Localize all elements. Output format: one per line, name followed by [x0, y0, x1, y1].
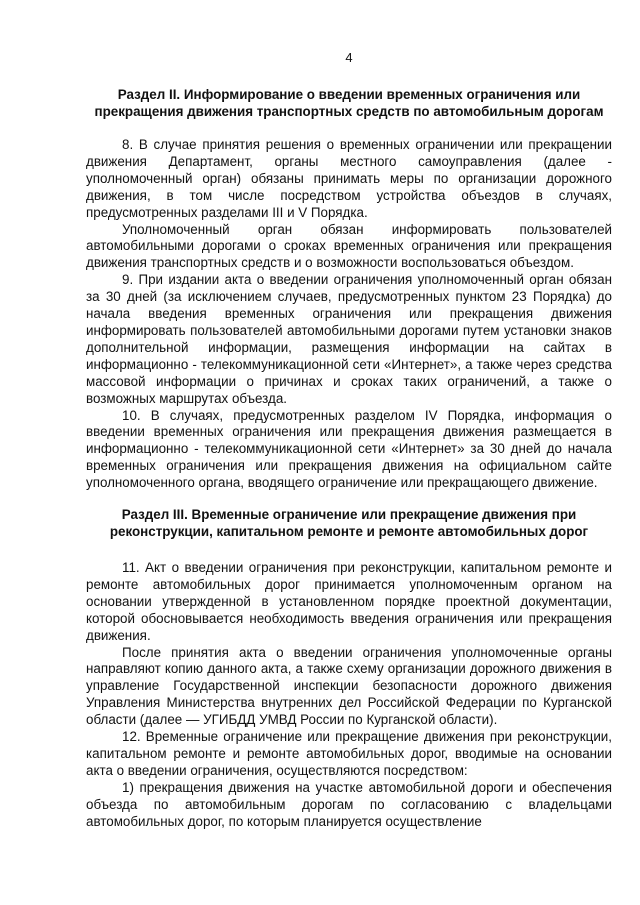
section-3-heading [86, 506, 612, 540]
section-2-heading [86, 86, 612, 120]
paragraph-11: 11. Акт о введении ограничения при реконструкции, капитальном ремонте и ремонте автомобильных дорог принимается уполномоченным органом на основании утвержденной в установленном порядке проектной документации, которой обосновывается необходимость введения ограничения или прекращения движения. [86, 560, 612, 643]
section-3-heading-line-2: реконструкции, капитальном ремонте и ремонте автомобильных дорог [109, 524, 589, 540]
section-3-heading-line-1: Раздел III. Временные ограничение или прекращение движения при [121, 507, 577, 523]
page-number: 4 [345, 50, 353, 65]
document-page [86, 50, 612, 831]
section-2-heading-line-1: Раздел II. Информирование о введении временных ограничения или [117, 87, 581, 102]
paragraph-11-continued: После принятия акта о введении ограничения уполномоченные органы направляют копию данного акта, а также схему организации дорожного движения в управление Государственной инспекции безопасности дорожного движения Управления Министерства внутренних дел Российской Федерации по Курганской области (далее — УГИБДД УМВД России по Курганской области). [86, 644, 612, 728]
paragraph-12: 12. Временные ограничение или прекращение движения при реконструкции, капитальном ремонте и ремонте автомобильных дорог, вводимые на основании акта о введении ограничения, осуществляются посредством: [86, 729, 612, 778]
paragraph-8-continued: Уполномоченный орган обязан информировать пользователей автомобильными дорогами о сроках временных ограничения или прекращения движения транспортных средств и о возможности воспользоваться объездом. [86, 221, 612, 271]
paragraph-12-item-1: 1) прекращения движения на участке автомобильной дороги и обеспечения объезда по автомобильным дорогам по согласованию с владельцами автомобильных дорог, по которым планируется осуществление [86, 779, 612, 829]
paragraph-8: 8. В случае принятия решения о временных ограничении или прекращении движения Департамент, органы местного самоуправления (далее - уполномоченный орган) обязаны принимать меры по организации дорожного движения, в том числе посредством устройства объездов в случаях, предусмотренных разделами III и V Порядка. [86, 137, 612, 220]
section-2-heading-line-2: прекращения движения транспортных средств по автомобильным дорогам [94, 104, 604, 119]
paragraph-10: 10. В случаях, предусмотренных разделом IV Порядка, информация о введении временных ограничения или прекращения движения размещается в информационно - телекоммуникационной сети «Интернет» за 30 дней до начала временных ограничения или прекращения движения на официальном сайте уполномоченного органа, вводящего ограничение или прекращающего движение. [86, 407, 612, 491]
paragraph-9: 9. При издании акта о введении ограничения уполномоченный орган обязан за 30 дней (за исключением случаев, предусмотренных пунктом 23 Порядка) до начала введения временных ограничения или прекращения движения информировать пользователей автомобильными дорогами путем установки знаков дополнительной информации, размещения информации на сайтах в информационно - телекоммуникационной сети «Интернет», а также через средства массовой информации о причинах и сроках таких ограничений, а также о возможных маршрутах объезда. [86, 272, 612, 406]
